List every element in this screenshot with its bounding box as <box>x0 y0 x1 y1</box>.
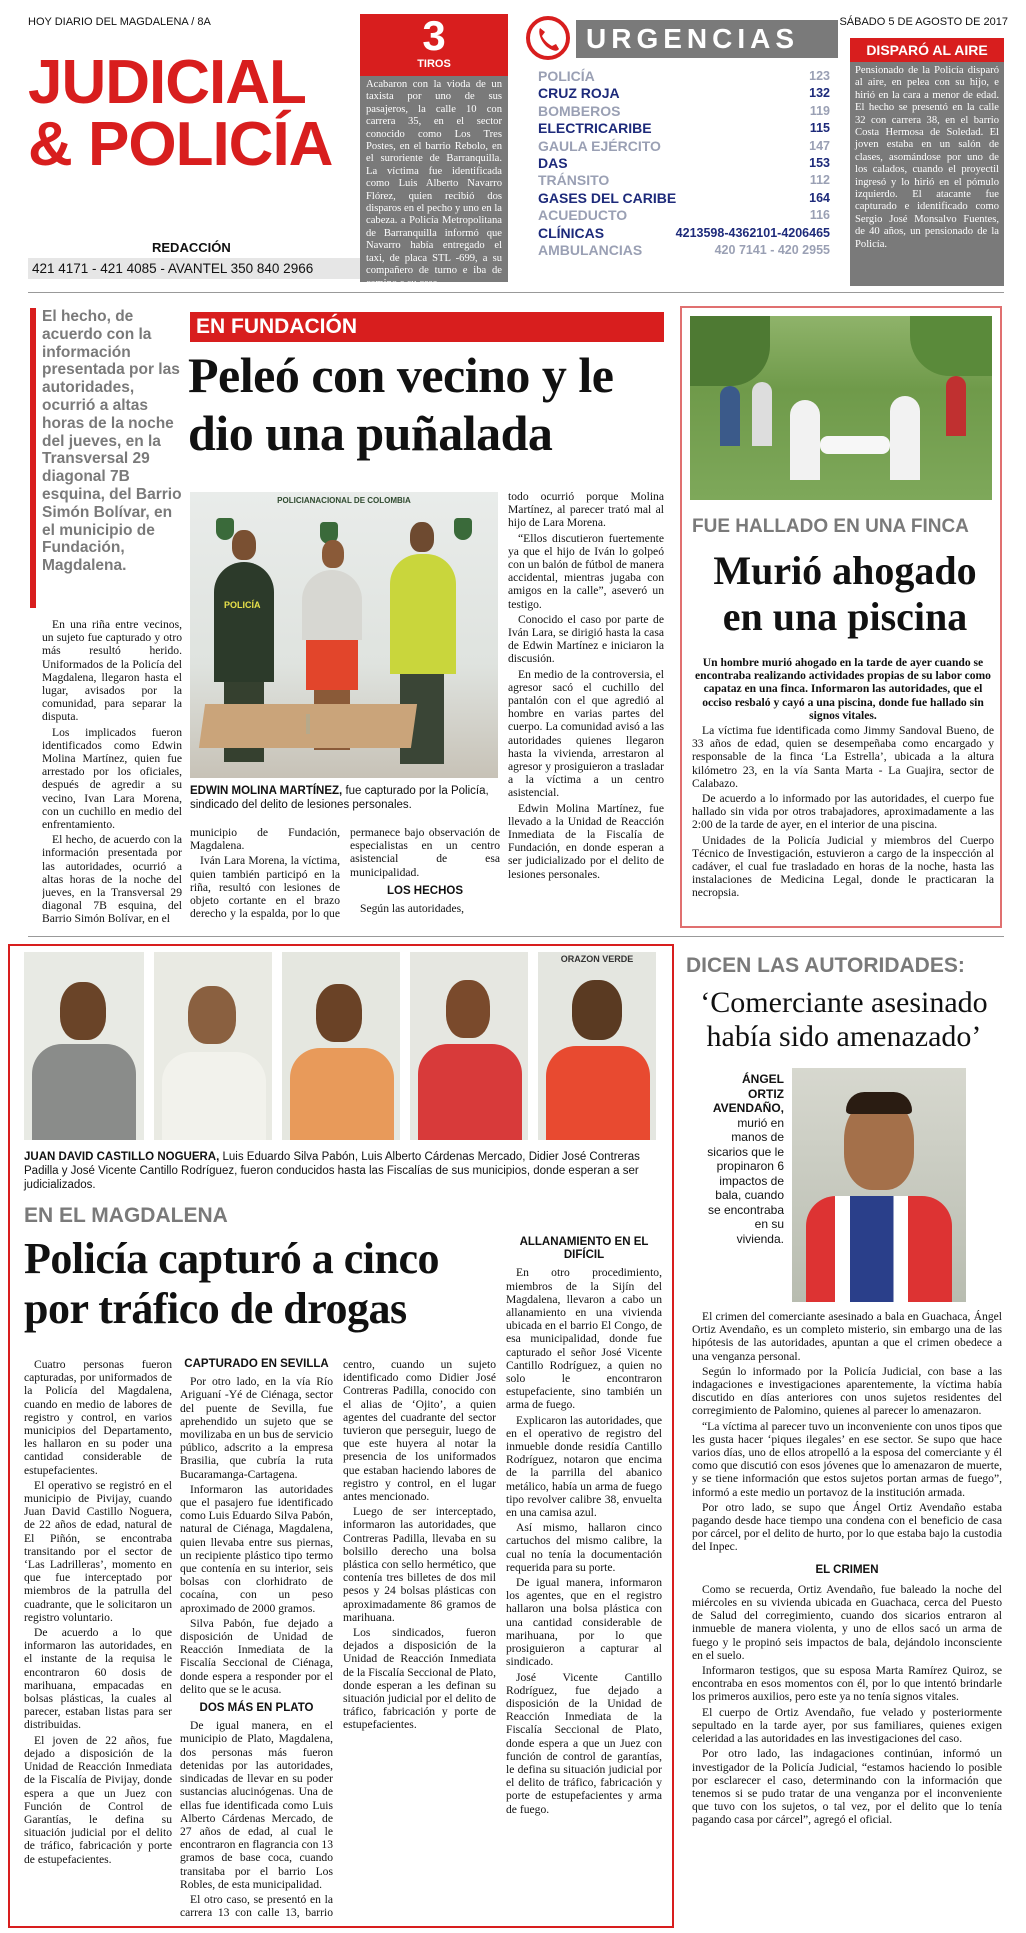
urgencias-number: 420 7141 - 420 2955 <box>714 242 830 257</box>
urgencias-name: POLICÍA <box>538 68 595 84</box>
phone-icon <box>526 16 570 60</box>
suspect-photo-4 <box>410 952 528 1140</box>
urgencias-name: CRUZ ROJA <box>538 85 620 102</box>
tiros-box <box>360 12 508 289</box>
paper-name: HOY DIARIO DEL MAGDALENA / 8A <box>28 16 211 28</box>
arrest-photo <box>190 492 498 778</box>
suspect-face <box>446 980 490 1038</box>
urgencias-number: 116 <box>809 208 830 223</box>
suspect-shirt <box>418 1044 522 1140</box>
finca-photo <box>690 316 992 500</box>
urgencias-box <box>522 14 836 284</box>
section-title <box>28 48 358 179</box>
text-paragraph: Así mismo, hallaron cinco cartuchos del mismo calibre, la cual no tenía la documentación requerida para su porte. <box>506 1521 662 1574</box>
disparo-title: DISPARÓ AL AIRE <box>850 38 1004 62</box>
comerciante-headline: ‘Comerciante asesinado había sido amenazado’ <box>700 986 988 1053</box>
detainee-shorts <box>306 640 358 690</box>
urgencias-name: CLÍNICAS <box>538 224 605 241</box>
divider <box>28 936 1004 937</box>
officer-right-body <box>390 554 456 674</box>
text-paragraph: municipio de Fundación, Magdalena. <box>190 826 340 853</box>
divider <box>28 292 1004 293</box>
victim-photo <box>792 1068 966 1302</box>
fundacion-right-column <box>508 490 664 930</box>
magdalena-caption <box>24 1150 660 1192</box>
suspect-photo-3 <box>282 952 400 1140</box>
caption-text: Luis Eduardo Silva Pabón, Luis Alberto Cárdenas Mercado, Didier José Contreras Padilla y José Vicente Cantillo Rodríguez, fueron conducidos hasta las Fiscalías de sus municipios, donde esperan a ser judicializados. <box>24 1151 640 1191</box>
text-paragraph: Unidades de la Policía Judicial y miembros del Cuerpo Técnico de Investigación, estuvieron a cargo de la inspección al cadáver, el cual fue trasladado en horas de la noche, hasta las instalaciones de Medicina Legal, donde le practicaran la necropsia. <box>692 833 994 900</box>
text-paragraph: “Ellos discutieron fuertemente ya que el hijo de Iván lo golpeó con un balón de fútbol de manera accidental, mientras jugaba con amigos en la calle”, aseveró un testigo. <box>508 531 664 611</box>
text-paragraph: El joven de 22 años, fue dejado a disposición de la Unidad de Reacción Inmediata de la Fiscalía de Pivijay, donde espera a que un Juez con Función de Control de Garantías, le defina su situación judicial por el delito de tráfico, fabricación y porte de estupefacientes. <box>24 1733 172 1866</box>
caption-bold: EDWIN MOLINA MARTÍNEZ, <box>190 785 343 797</box>
caption-bold: JUAN DAVID CASTILLO NOGUERA, <box>24 1151 220 1163</box>
fundacion-left-column <box>42 618 182 928</box>
suspect-photo-5 <box>538 952 656 1140</box>
urgencias-title: URGENCIAS <box>576 20 838 58</box>
finca-headline: Murió ahogado en una piscina <box>713 548 977 639</box>
text-paragraph: Según las autoridades, <box>360 902 464 916</box>
text-paragraph: Silva Pabón, fue dejado a disposición de Unidad de Reacción Inmediata de la Fiscalía Seccional de Ciénaga, donde espera a responder por el delito que se le acusa. <box>180 1616 333 1696</box>
text-paragraph: La víctima fue identificada como Jimmy Sandoval Bueno, de 33 años de edad, quien se desempeñaba como encargado y responsable de la finca ‘La Estrella’, ubicada a la altura kilómetro 23, en la vía Santa Marta - La Guajira, sector de Calabazo. <box>692 724 994 790</box>
redaccion-phones: 421 4171 - 421 4085 - AVANTEL 350 840 2966 <box>28 258 366 279</box>
text-paragraph: Informaron las autoridades que el pasajero fue identificado como Luis Eduardo Silva Pabón, natural de Ciénaga, Magdalena, quien llevaba entre sus piernas, un recipiente plástico tipo termo que contenía en su interior, seis bolsas con clorhidrato de cocaína, con un peso aproximado de 2000 gramos. <box>180 1482 333 1615</box>
officer-right-head <box>410 522 434 552</box>
fundacion-caption <box>190 784 500 812</box>
magdalena-col-2 <box>180 1358 496 1922</box>
urgencias-number: 153 <box>809 155 830 170</box>
suspect-photos <box>24 952 664 1142</box>
caption-text: murió en manos de sicarios que le propinaron 6 impactos de bala, cuando se encontraba en su vivienda. <box>707 1115 784 1246</box>
victim-hair <box>846 1092 912 1114</box>
date: SÁBADO 5 DE AGOSTO DE 2017 <box>839 16 1008 28</box>
suspect-face <box>572 980 622 1040</box>
tree-shape <box>690 316 770 386</box>
magdalena-col-1 <box>24 1358 172 1918</box>
police-shield-icon <box>216 518 234 540</box>
text-paragraph: En medio de la controversia, el agresor sacó el cuchillo del pantalón con el que agredió al hombre en varias partes del cuerpo. La comunidad avisó a las autoridades quienes llegaron hasta la vivienda, arrestaron al agresor y prosiguieron a trasladar a la víctima a un centro asistencial. <box>508 667 664 800</box>
tiros-label: TIROS <box>417 58 451 70</box>
text-paragraph: Iván Lara Morena, la víctima, quien también participó en la riña, resultó con lesiones de objeto cortante en el brazo derecho y la espalda, por lo que permanece bajo observación de especialistas en un centro asistencial de esa municipalidad. <box>190 826 500 921</box>
urgencias-number: 132 <box>809 86 830 101</box>
text-paragraph: De igual manera, informaron los agentes, que en el registro hallaron una bolsa plástica con una cantidad considerable de marihuana, por lo que prosiguieron a capturar al sindicado. <box>506 1576 662 1669</box>
pullquote-bar <box>30 308 36 608</box>
caption-bold: ÁNGEL ORTIZ AVENDAÑO, <box>712 1072 784 1115</box>
photo-banner: POLICIANACIONAL DE COLOMBIA <box>277 496 411 505</box>
disparo-text: Pensionado de la Policía disparó al aire, en pelea con su hijo, e hirió en la cara a menor de edad. El hecho se presentó en la calle 32 con carrera 38, en el barrio Costa Hermosa de Soledad. El joven estaba en un salón de clases, asomándose por uno de los calados, cuando el proyectil ingresó y lo hirió en el pómulo izquierdo. El atacante fue capturado e identificado como Sergio José Monsalvo Fuentes, de 40 años, un pensionado de la Policía. <box>855 65 999 250</box>
finca-kicker: FUE HALLADO EN UNA FINCA <box>692 516 969 537</box>
subhead-allanamiento: ALLANAMIENTO EN EL DIFÍCIL <box>519 1236 649 1262</box>
fundacion-under-photo <box>190 826 500 930</box>
urgencias-number: 4213598-4362101-4206465 <box>675 225 830 240</box>
subhead-hechos: LOS HECHOS <box>386 884 464 897</box>
finca-lead: Un hombre murió ahogado en la tarde de ayer cuando se encontraba realizando actividades propias de su labor como capataz en una finca. Informaron las autoridades, que el occiso resbaló y cayó a una piscina, donde fue hallado sin signos vitales. <box>695 656 991 722</box>
urgencias-row <box>538 138 830 155</box>
detainee-shirt <box>302 570 362 640</box>
text-paragraph: Luego de ser interceptado, informaron las autoridades, que Contreras Padilla, llevaba en su bolsillo derecho una bolsa plástica con sello hermético, que contenía tres billetes de dos mil pesos y 24 bolsas plásticas con aproximadamente 86 gramos de marihuana. <box>343 1505 496 1624</box>
urgencias-name: TRÁNSITO <box>538 172 610 189</box>
fundacion-headline: Peleó con vecino y le dio una puñalada <box>188 347 614 461</box>
person-figure <box>752 382 772 446</box>
police-shield-icon <box>454 518 472 540</box>
text-paragraph: Cuatro personas fueron capturadas, por uniformados de la Policía del Magdalena, cuando en medio de labores de registro y control, en varios municipios del Departamento, les hallaron en su poder una cantidad considerable de estupefacientes. <box>24 1358 172 1477</box>
text-paragraph: De acuerdo a lo informado por las autoridades, el cuerpo fue hallado sin vida por otros trabajadores, aproximadamente a las 2:00 de la tarde de ayer, en el interior de una piscina. <box>692 792 994 832</box>
magdalena-col-3 <box>506 1236 662 1922</box>
tiros-header <box>360 14 508 76</box>
urgencias-number: 119 <box>809 103 830 118</box>
suspect-photo-1 <box>24 952 144 1140</box>
urgencias-name: GAULA EJÉRCITO <box>538 137 661 154</box>
suspect-photo-2 <box>154 952 272 1140</box>
vest-label: POLICÍA <box>224 600 261 610</box>
urgencias-name: ACUEDUCTO <box>538 207 628 224</box>
text-paragraph: El cuerpo de Ortiz Avendaño, fue velado y posteriormente sepultado en la tarde ayer, por sus familiares, quienes exigen celeridad a las autoridades en las investigaciones del caso. <box>692 1705 1002 1746</box>
text-paragraph: Como se recuerda, Ortiz Avendaño, fue baleado la noche del miércoles en su vivienda ubicada en Guachaca, cerca del Puesto de Salud del corregimiento, cuando dos sicarios entraron al inmueble de manera violenta, y uno de ellos sacó un arma de fuego y le propinó seis impactos de bala, dejándolo inconsciente en el suelo. <box>692 1582 1002 1662</box>
forensic-worker <box>890 396 920 480</box>
suspect-shirt <box>546 1046 650 1140</box>
section-title-line1: JUDICIAL <box>28 48 306 117</box>
urgencias-name: BOMBEROS <box>538 102 621 119</box>
comerciante-side <box>706 1072 784 1246</box>
body-bag <box>820 436 890 454</box>
person-figure <box>946 376 966 436</box>
text-paragraph: El otro caso, se presentó en la carrera 13 con calle 13, barrio centro, cuando un sujeto identificado como Didier José Contreras Padilla, conocido con el alias de ‘Ojito’, a quien agentes del cuadrante del sector tuvieron que perseguir, luego de que este huyera al notar la presencia de los uniformados que estaban haciendo labores de registro y control, en el lugar antes mencionado. <box>180 1358 496 1920</box>
urgencias-number: 147 <box>809 138 830 153</box>
urgencias-name: AMBULANCIAS <box>538 241 643 258</box>
pullquote: El hecho, de acuerdo con la información presentada por las autoridades, ocurrió a altas horas de la noche del jueves, en la Transversal 29 diagonal 7B esquina, del Barrio Simón Bolívar, en el municipio de Fundación, Magdalena. <box>42 308 182 575</box>
subhead-plato: DOS MÁS EN PLATO <box>199 1702 314 1715</box>
forensic-worker <box>790 400 820 480</box>
suspect-shirt <box>162 1052 266 1140</box>
urgencias-number: 164 <box>809 190 830 205</box>
text-paragraph: De acuerdo a lo que informaron las autoridades, en el instante de la requisa le encontraron 60 dosis de marihuana, empacadas en bolsas plásticas, la cuales al parecer, estaban listas para ser distribuidas. <box>24 1626 172 1732</box>
comerciante-kicker: DICEN LAS AUTORIDADES: <box>686 954 965 977</box>
photo-banner: ORAZON VERDE <box>560 954 634 964</box>
text-paragraph: Los implicados fueron identificados como Edwin Molina Martínez, quien fue arrestado por los oficiales, después de agredir a su vecino, Ivan Lara Morena, con un cuchillo en medio del enfrentamiento. <box>42 725 182 832</box>
urgencias-name: DAS <box>538 154 568 171</box>
text-paragraph: Los sindicados, fueron dejados a disposición de la Unidad de Reacción Inmediata de la Fiscalía Seccional de Plato, donde esperan a les definan su situación judicial por el delito de tráfico, fabricación y porte de estupefacientes. <box>343 1626 496 1732</box>
tree-shape <box>910 316 992 376</box>
officer-left-head <box>232 530 256 560</box>
text-paragraph: todo ocurrió porque Molina Martínez, al parecer trató mal al hijo de Lara Morena. <box>508 490 664 530</box>
text-paragraph: De igual manera, en el municipio de Plato, Magdalena, dos personas más fueron detenidas por las autoridades, sindicadas de llevar en su poder sustancias alucinógenas. Una de ellas fue identificada como Luis Alberto Cárdenas Mercado, de 27 años de edad, al cual le encontraron en flagrancia con 13 gramos de base coca, cuando transitaba por el barrio Los Robles, de esta municipalidad. <box>180 1719 333 1891</box>
urgencias-number: 123 <box>809 69 830 83</box>
text-paragraph: El crimen del comerciante asesinado a bala en Guachaca, Ángel Ortiz Avendaño, es un completo misterio, sin embargo una de las hipótesis de las autoridades, apuntan a que el crimen obedece a una venganza personal. <box>692 1310 1002 1363</box>
text-paragraph: Conocido el caso por parte de Iván Lara, se dirigió hasta la casa de Edwin Martínez e iniciaron la discusión. <box>508 612 664 666</box>
urgencias-row <box>538 225 830 242</box>
urgencias-row <box>538 68 830 85</box>
suspect-shirt <box>290 1048 394 1140</box>
urgencias-number: 112 <box>809 173 830 188</box>
comerciante-body <box>692 1310 1002 1928</box>
magdalena-kicker: EN EL MAGDALENA <box>24 1204 228 1227</box>
finca-body <box>692 656 994 926</box>
text-paragraph: El operativo se registró en el municipio de Pivijay, cuando Juan David Castillo Noguera, de 22 años de edad, natural de El Piñón, se encontraba transitando por el sector de ‘Las Ladrilleras’, momento en que fue interceptado por miembros de la patrulla del cuadrante, que le solicitaron un registro voluntario. <box>24 1478 172 1624</box>
urgencias-row <box>538 190 830 207</box>
section-title-line2: & POLICÍA <box>28 110 333 179</box>
text-paragraph: Edwin Molina Martínez, fue llevado a la Unidad de Reacción Inmediata de la Fiscalía de Fundación, en donde esperan a ser judicializado por el delito de lesiones personales. <box>508 801 664 881</box>
redaccion-label: REDACCIÓN <box>152 240 231 255</box>
urgencias-row <box>538 103 830 120</box>
text-paragraph: Informaron testigos, que su esposa Marta Ramírez Quiroz, se encontraba en esos momentos con él, por lo que intentó brindarle los primeros auxilios, pero este ya no tenía signos vitales. <box>692 1664 1002 1704</box>
urgencias-row <box>538 172 830 189</box>
text-paragraph: En otro procedimiento, miembros de la Sijín del Magdalena, llevaron a cabo un allanamiento en una vivienda ubicada en el barrio El Congo, de esa municipalidad, donde fue capturado el señor José Vicente Cantillo Rodríguez, a quien no solo le encontraron estupefaciente, sino también un arma de fuego. <box>506 1266 662 1412</box>
urgencias-row <box>538 120 830 137</box>
detainee-head <box>322 540 344 568</box>
text-paragraph: Por otro lado, en la vía Río Ariguaní -Yé de Ciénaga, sector del puente de Sevilla, fue aprehendido un sujeto que se movilizaba en un bus de servicio público, adscrito a la empresa Brasilia, que cubría la ruta Bucaramanga-Cartagena. <box>180 1375 333 1481</box>
text-paragraph: “La víctima al parecer tuvo un inconveniente con unos tipos que les gusta hacer ‘piques ilegales’ en ese sector. Se supo que hace varios días, uno de ellos atropelló a la esposa del comerciante y él como que discutió con esos jóvenes que lo amenazaron de muerte, y se tiene información que estos sujetos portan armas de fuego”, informó a este medio un portavoz de la institución armada. <box>692 1419 1002 1499</box>
urgencias-name: ELECTRICARIBE <box>538 120 652 137</box>
person-figure <box>720 386 740 446</box>
text-paragraph: Explicaron las autoridades, que en el operativo de registro del inmueble donde residía Cantillo Rodríguez, notaron que encima de la parrilla del abanico metálico, había un arma de fuego tipo revolver calibre 38, envuelta en una camisa azul. <box>506 1413 662 1520</box>
subhead-sevilla: CAPTURADO EN SEVILLA <box>184 1358 329 1370</box>
suspect-face <box>316 984 362 1042</box>
text-paragraph: Según lo informado por la Policía Judicial, con base a las indagaciones e investigaciones aparentemente, la víctima había discutido en días anteriores con unos sujetos residentes del corregimiento de Palomino, quienes al parecer lo amenazaron. <box>692 1364 1002 1418</box>
suspect-face <box>60 982 106 1040</box>
text-paragraph: Por otro lado, las indagaciones continúan, informó un investigador de la Policía Judicial, “estamos haciendo lo posible por esclarecer el caso, determinando con la información que tenemos si se pudo tratar de una venganza por el inconveniente que tuvo con los sujetos, o tal vez, por el delito que lo tenía pagando casa por cárcel”, agregó el oficial. <box>692 1747 1002 1827</box>
fundacion-kicker: EN FUNDACIÓN <box>190 312 664 342</box>
suspect-face <box>188 986 236 1044</box>
urgencias-row <box>538 207 830 224</box>
urgencias-name: GASES DEL CARIBE <box>538 189 677 206</box>
urgencias-number: 115 <box>809 121 830 136</box>
victim-shirt <box>806 1196 952 1302</box>
urgencias-list <box>538 68 830 259</box>
magdalena-headline: Policía capturó a cinco por tráfico de drogas <box>24 1234 439 1333</box>
caption-text: fue capturado por la Policía, sindicado del delito de lesiones personales. <box>190 785 489 811</box>
text-paragraph: Por otro lado, se supo que Ángel Ortiz Avendaño estaba pagando desde hace tiempo una condena con el beneficio de casa por cárcel, por el delito de hurto, por lo que estaba bajo la custodia del Inpec. <box>692 1500 1002 1554</box>
text-paragraph: En una riña entre vecinos, un sujeto fue capturado y otro más resultó herido. Uniformados de la Policía del Magdalena, llegaron hasta el lugar, avisados por la comunidad, para separar la disputa. <box>42 618 182 724</box>
tiros-text: Acabaron con la vioda de un taxista por uno de sus pasajeros, la calle 10 con carrera 35, en el sector conocido como Los Tres Postes, en el barrio Rebolo, en el suroriente de Barranquilla. La víctima fue identificada como Luis Alberto Navarro Flórez, quien recibió dos disparos en el pecho y uno en la cabeza. a Policía Metropolitana de Barranquilla informó que Navarro había entregado el taxi, de placa STL -699, a su compañero de turno e iba de camino a su casa. <box>366 79 502 289</box>
urgencias-row <box>538 85 830 102</box>
urgencias-row <box>538 242 830 259</box>
tiros-number: 3 <box>422 12 446 59</box>
subhead-crimen: EL CRIMEN <box>815 1563 879 1576</box>
text-paragraph: José Vicente Cantillo Rodríguez, fue dejado a disposición de la Unidad de Reacción Inmediata de la Fiscalía Seccional de Plato, donde espera a que un Juez con función de control de garantías, le defina su situación judicial por el delito de tráfico, fabricación y porte de estupefacientes y arma de fuego. <box>506 1670 662 1816</box>
officer-left-body <box>214 562 274 682</box>
urgencias-row <box>538 155 830 172</box>
disparo-box <box>850 38 1004 286</box>
suspect-shirt <box>32 1044 136 1140</box>
knife-evidence <box>306 714 310 734</box>
text-paragraph: El hecho, de acuerdo con la información presentada por las autoridades, ocurrió a altas horas de la noche del jueves, en la Transversal 29 diagonal 7B esquina, del Barrio Simón Bolívar, en el <box>42 833 182 926</box>
